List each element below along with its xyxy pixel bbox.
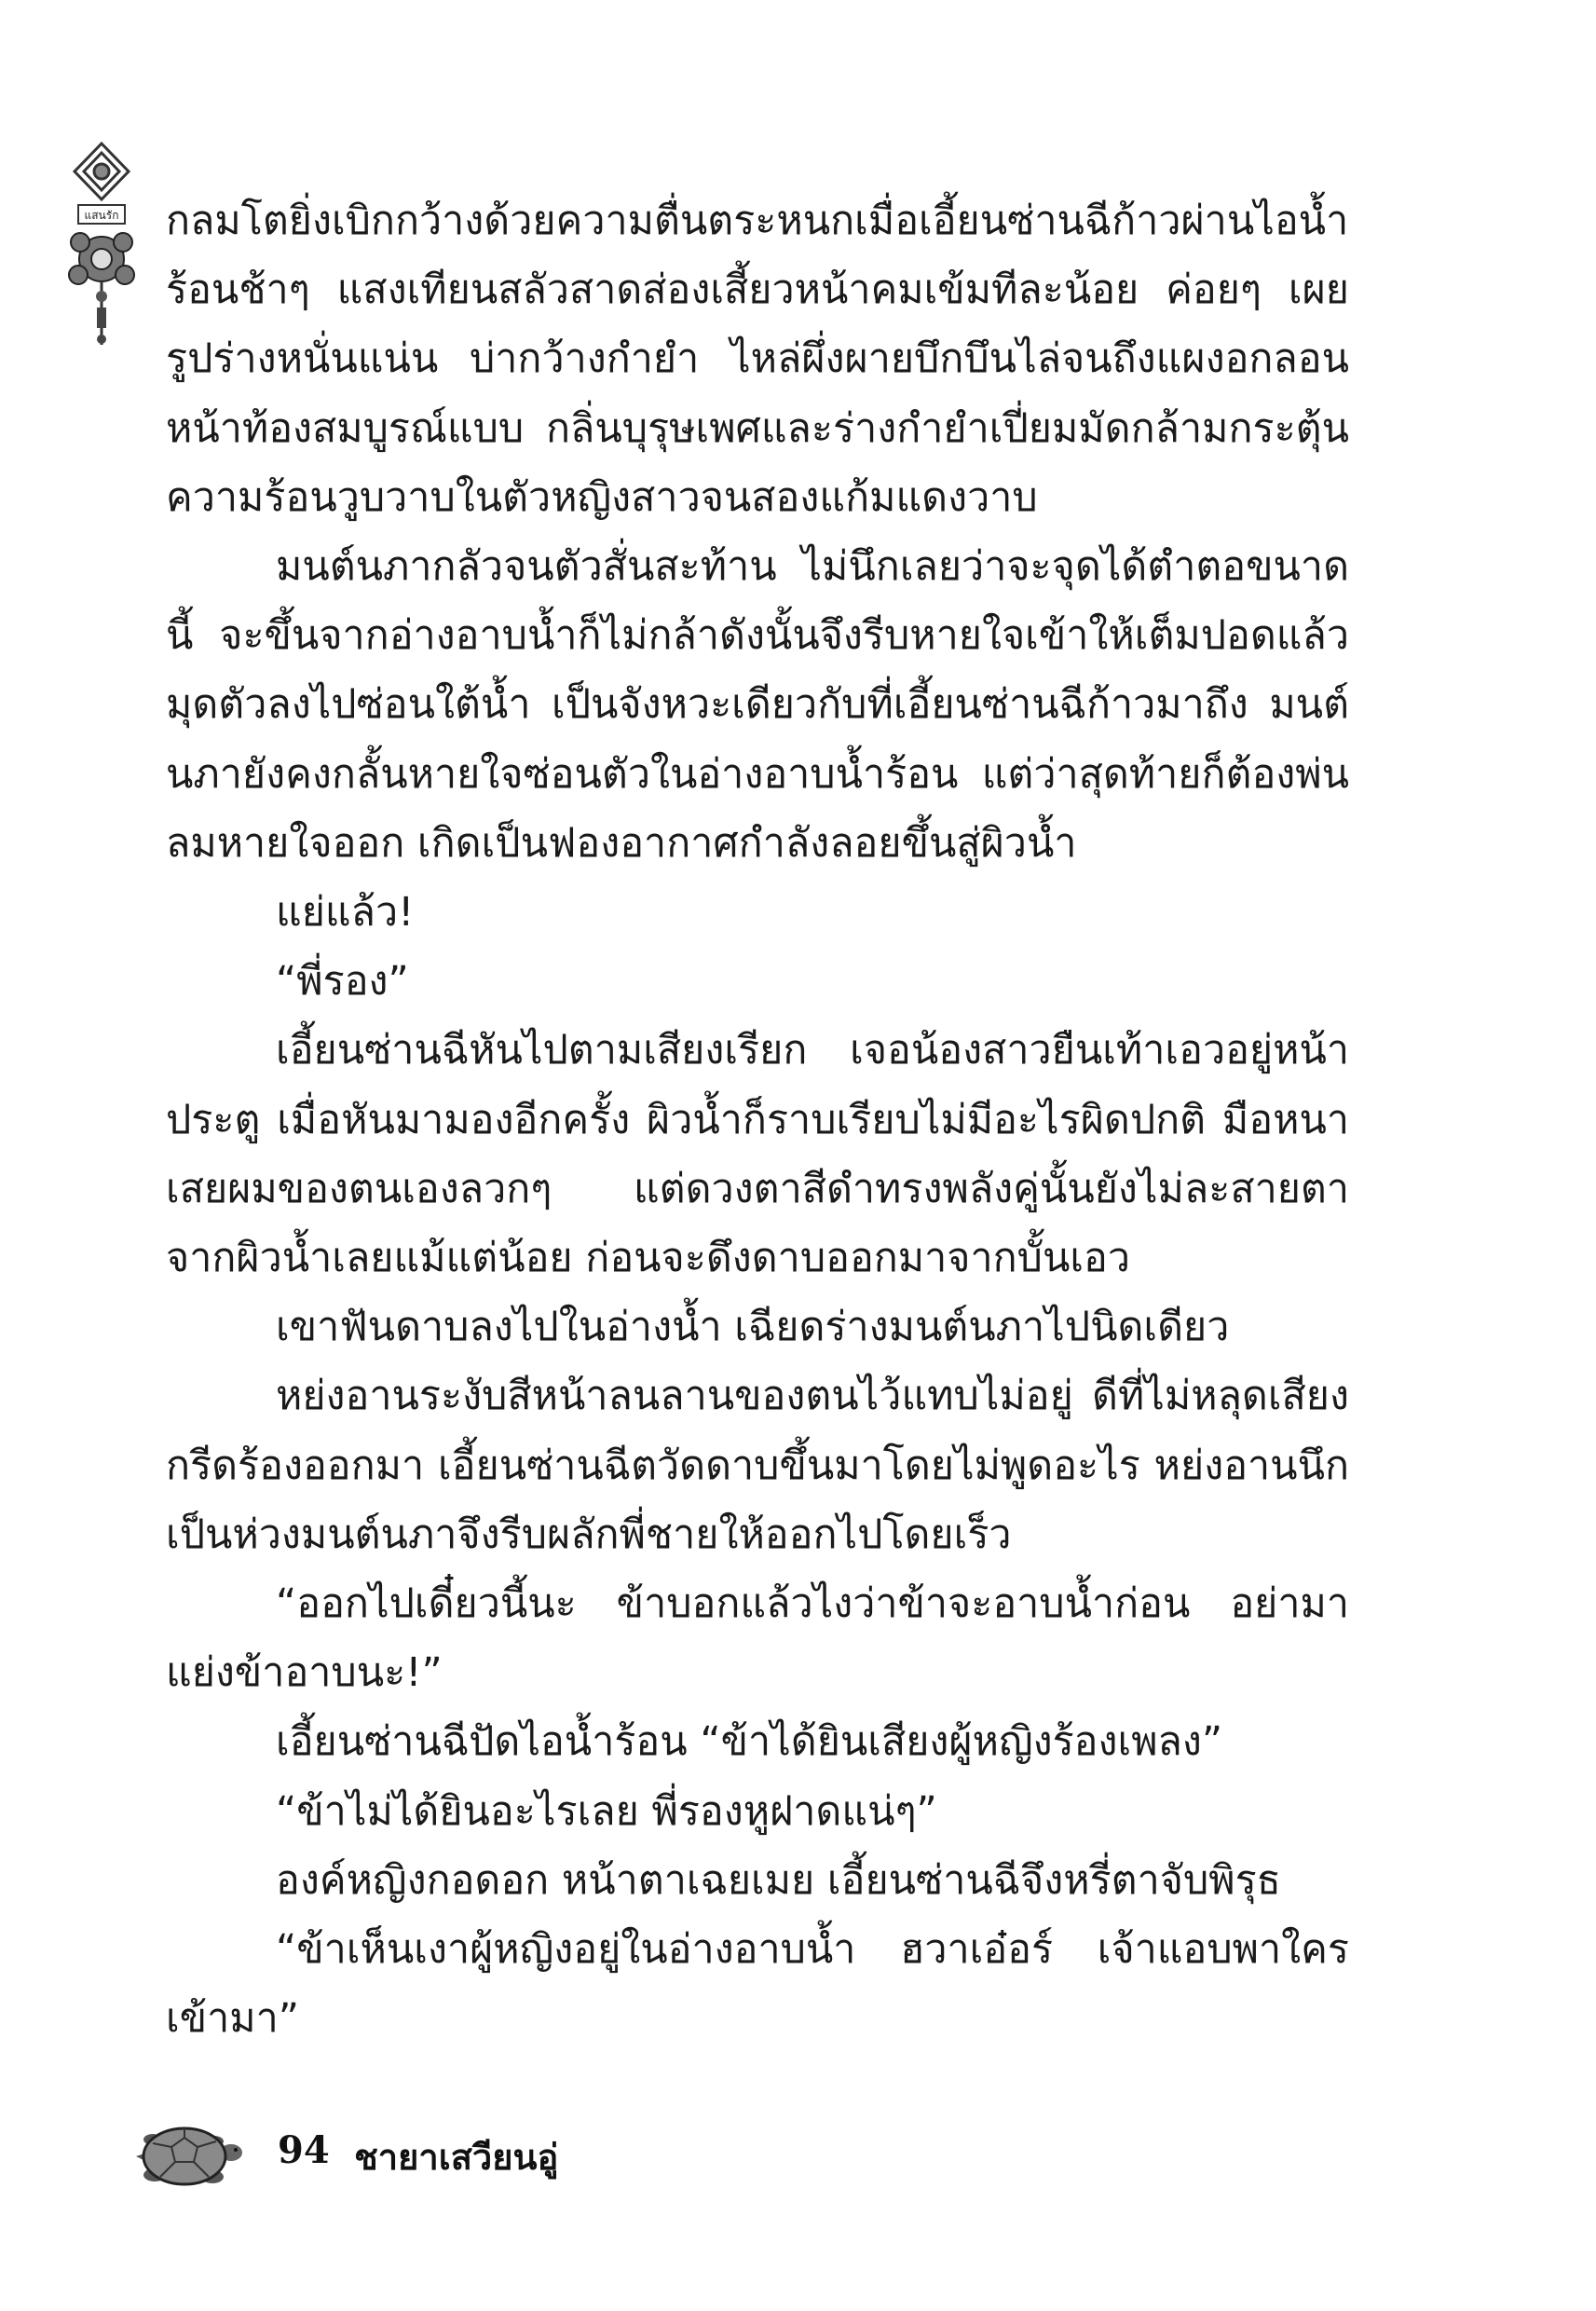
chinese-knot-ornament-icon — [60, 140, 143, 354]
paragraph-8: “ออกไปเดี๋ยวนี้นะ ข้าบอกแล้วไงว่าข้าจะอาบน้ำก่อน อย่ามาแย่งข้าอาบนะ!” — [166, 1580, 1349, 1697]
page-number: 94 — [278, 2128, 330, 2172]
paragraph-7: หย่งอานระงับสีหน้าลนลานของตนไว้แทบไม่อยู่ ดีที่ไม่หลุดเสียงกรีดร้องออกมา เอี้ยนซ่านฉีตวัดดาบขึ้นมาโดยไม่พูดอะไร หย่งอานนึกเป็นห่วงมนต์นภาจึงรีบผลักพี่ชายให้ออกไปโดยเร็ว — [166, 1373, 1349, 1558]
page-footer — [130, 2108, 783, 2201]
paragraph-12: “ข้าเห็นเงาผู้หญิงอยู่ในอ่างอาบน้ำ ฮวาเอ๋อร์ เจ้าแอบพาใครเข้ามา” — [166, 1926, 1349, 2043]
paragraph-11: องค์หญิงกอดอก หน้าตาเฉยเมย เอี้ยนซ่านฉีจึงหรี่ตาจับพิรุธ — [276, 1856, 1281, 1904]
paragraph-1: กลมโตยิ่งเบิกกว้างด้วยความตื่นตระหนกเมื่อเอี้ยนซ่านฉีก้าวผ่านไอน้ำร้อนช้าๆ แสงเทียนสลัวสาดส่องเสี้ยวหน้าคมเข้มทีละน้อย ค่อยๆ เผยรูปร่างหนั่นแน่น บ่ากว้างกำยำ ไหล่ผึ่งผายบึกบึนไล่จนถึงแผงอกลอนหน้าท้องสมบูรณ์แบบ กลิ่นบุรุษเพศและร่างกำยำเปี่ยมมัดกล้ามกระตุ้นความร้อนวูบวาบในตัวหญิงสาวจนสองแก้มแดงวาบ — [166, 198, 1349, 521]
paragraph-4: “พี่รอง” — [276, 958, 409, 1005]
ornament-seal-text: แสนรัก — [84, 209, 119, 222]
paragraph-6: เขาฟันดาบลงไปในอ่างน้ำ เฉียดร่างมนต์นภาไปนิดเดียว — [276, 1304, 1230, 1351]
paragraph-2: มนต์นภากลัวจนตัวสั่นสะท้าน ไม่นึกเลยว่าจะจุดได้ตำตอขนาดนี้ จะขึ้นจากอ่างอาบน้ำก็ไม่กล้าดังนั้นจึงรีบหายใจเข้าให้เต็มปอดแล้วมุดตัวลงไปซ่อนใต้น้ำ เป็นจังหวะเดียวกับที่เอี้ยนซ่านฉีก้าวมาถึง มนต์นภายังคงกลั้นหายใจซ่อนตัวในอ่างอาบน้ำร้อน แต่ว่าสุดท้ายก็ต้องพ่นลมหายใจออก เกิดเป็นฟองอากาศกำลังลอยขึ้นสู่ผิวน้ำ — [166, 543, 1349, 867]
paragraph-10: “ข้าไม่ได้ยินอะไรเลย พี่รองหูฝาดแน่ๆ” — [276, 1787, 937, 1835]
chapter-body — [166, 186, 1349, 2053]
book-title: ชายาเสวียนอู่ — [354, 2136, 559, 2178]
paragraph-3: แย่แล้ว! — [276, 889, 415, 937]
paragraph-5: เอี้ยนซ่านฉีหันไปตามเสียงเรียก เจอน้องสาวยืนเท้าเอวอยู่หน้าประตู เมื่อหันมามองอีกครั้ง ผิวน้ำก็ราบเรียบไม่มีอะไรผิดปกติ มือหนาเสยผมของตนเองลวกๆ แต่ดวงตาสีดำทรงพลังคู่นั้นยังไม่ละสายตาจากผิวน้ำเลยแม้แต่น้อย ก่อนจะดึงดาบออกมาจากบั้นเอว — [166, 1027, 1349, 1282]
turtle-icon — [130, 2108, 242, 2196]
paragraph-9: เอี้ยนซ่านฉีปัดไอน้ำร้อน “ข้าได้ยินเสียงผู้หญิงร้องเพลง” — [276, 1718, 1223, 1766]
